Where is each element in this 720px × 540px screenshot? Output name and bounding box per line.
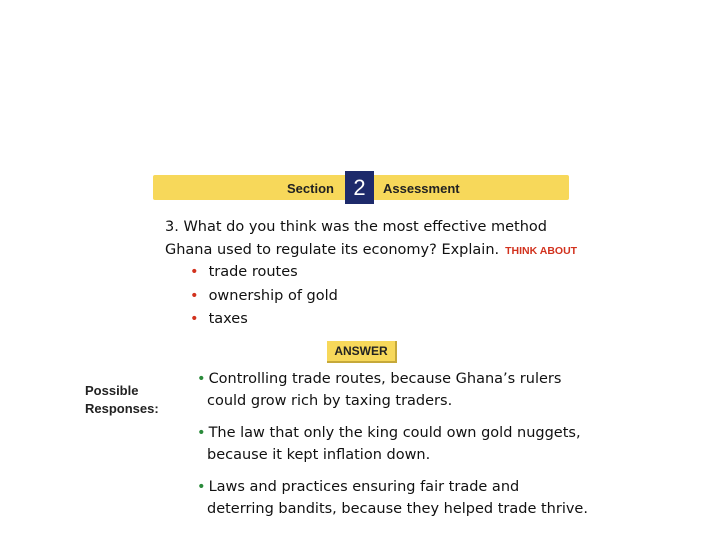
response-line-2: because it kept inflation down.	[207, 447, 431, 463]
section-label: Section	[287, 181, 334, 196]
bullet-icon: •	[190, 287, 199, 304]
question-line-1: 3. What do you think was the most effective method	[165, 219, 547, 235]
list-item	[190, 308, 338, 332]
question-text	[165, 216, 605, 263]
bullet-icon: •	[197, 371, 206, 387]
list-item-text: trade routes	[208, 264, 298, 280]
possible-label-line-1: Possible	[85, 383, 139, 398]
bullet-icon: •	[197, 479, 206, 495]
response-line-2: deterring bandits, because they helped trade thrive.	[207, 501, 588, 517]
response-item	[197, 368, 617, 412]
possible-responses-label	[85, 382, 159, 418]
think-about-list	[190, 261, 338, 332]
possible-label-line-2: Responses:	[85, 401, 159, 416]
bullet-icon: •	[190, 311, 199, 327]
response-line-1: Laws and practices ensuring fair trade and	[208, 479, 520, 495]
response-line-2: could grow rich by taxing traders.	[207, 393, 453, 409]
bullet-icon: •	[190, 264, 199, 280]
response-item	[197, 422, 617, 466]
assessment-label: Assessment	[383, 181, 460, 196]
think-about-label: THINK ABOUT	[505, 245, 578, 257]
bullet-icon: •	[197, 425, 206, 441]
response-item	[197, 476, 617, 520]
question-line-2-text: Ghana used to regulate its economy? Explain.	[165, 242, 500, 258]
list-item-text: taxes	[208, 311, 248, 327]
list-item-text: ownership of gold	[208, 287, 338, 304]
answer-button[interactable]: ANSWER	[327, 341, 397, 363]
list-item	[190, 285, 338, 309]
list-item	[190, 261, 338, 285]
question-line-2	[165, 239, 605, 263]
response-line-1: The law that only the king could own gold nuggets,	[208, 425, 581, 441]
response-line-1: Controlling trade routes, because Ghana’s rulers	[208, 371, 562, 387]
section-number-badge: 2	[345, 171, 374, 204]
